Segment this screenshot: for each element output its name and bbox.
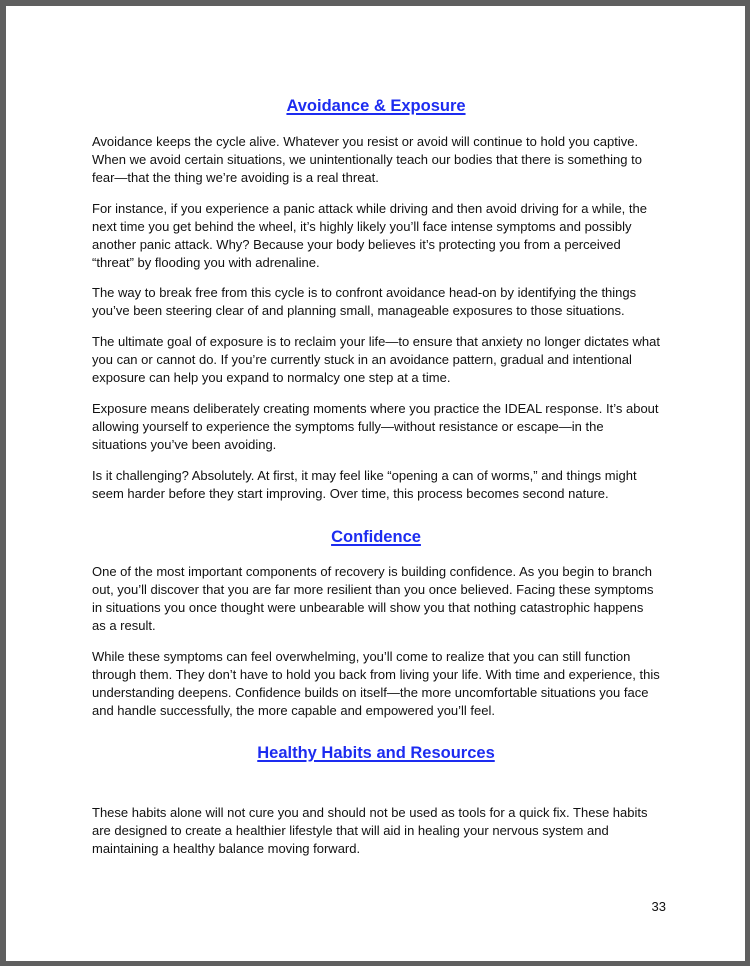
- paragraph: These habits alone will not cure you and should not be used as tools for a quick fix. These habits are designed to create a healthier lifestyle that will aid in healing your nervous system and maintaining a healthy balance moving forward.: [92, 805, 648, 856]
- paragraph: While these symptoms can feel overwhelming, you’ll come to realize that you can still function through them. They don’t have to hold you back from living your life. With time and experience, this understanding deepens. Confidence builds on itself—the more uncomfortable situations you face and handle successfully, the more capable and empowered you’ll feel.: [92, 649, 660, 718]
- paragraph: For instance, if you experience a panic attack while driving and then avoid driving for a while, the next time you get behind the wheel, it’s highly likely you’ll face intense symptoms and possibly another panic attack. Why? Because your body believes it’s protecting you from a perceived “threat” by flooding you with adrenaline.: [92, 201, 647, 270]
- heading-healthy-habits: Healthy Habits and Resources: [257, 744, 495, 762]
- paragraph: Avoidance keeps the cycle alive. Whatever you resist or avoid will continue to hold you captive. When we avoid certain situations, we unintentionally teach our bodies that there is something to fear—that the thing we’re avoiding is a real threat.: [92, 134, 642, 185]
- paragraph: The ultimate goal of exposure is to reclaim your life—to ensure that anxiety no longer dictates what you can or cannot do. If you’re currently stuck in an avoidance pattern, gradual and intentional exposure can help you expand to normalcy one step at a time.: [92, 334, 660, 385]
- heading-avoidance-exposure: Avoidance & Exposure: [286, 97, 466, 115]
- paragraph: One of the most important components of recovery is building confidence. As you begin to branch out, you’ll discover that you are far more resilient than you once believed. Facing these symptoms in situations you once thought were unbearable will show you that nothing catastrophic happens as a result.: [92, 564, 654, 633]
- paragraph: Exposure means deliberately creating moments where you practice the IDEAL response. It’s about allowing yourself to experience the symptoms fully—without resistance or escape—in the situations you’ve been avoiding.: [92, 401, 659, 452]
- page-number: 33: [651, 899, 666, 914]
- paragraph: The way to break free from this cycle is to confront avoidance head-on by identifying the things you’ve been steering clear of and planning small, manageable exposures to those situations.: [92, 285, 637, 318]
- document-page: [6, 6, 745, 961]
- heading-confidence: Confidence: [331, 528, 421, 546]
- paragraph: Is it challenging? Absolutely. At first, it may feel like “opening a can of worms,” and things might seem harder before they start improving. Over time, this process becomes second nature.: [92, 468, 637, 501]
